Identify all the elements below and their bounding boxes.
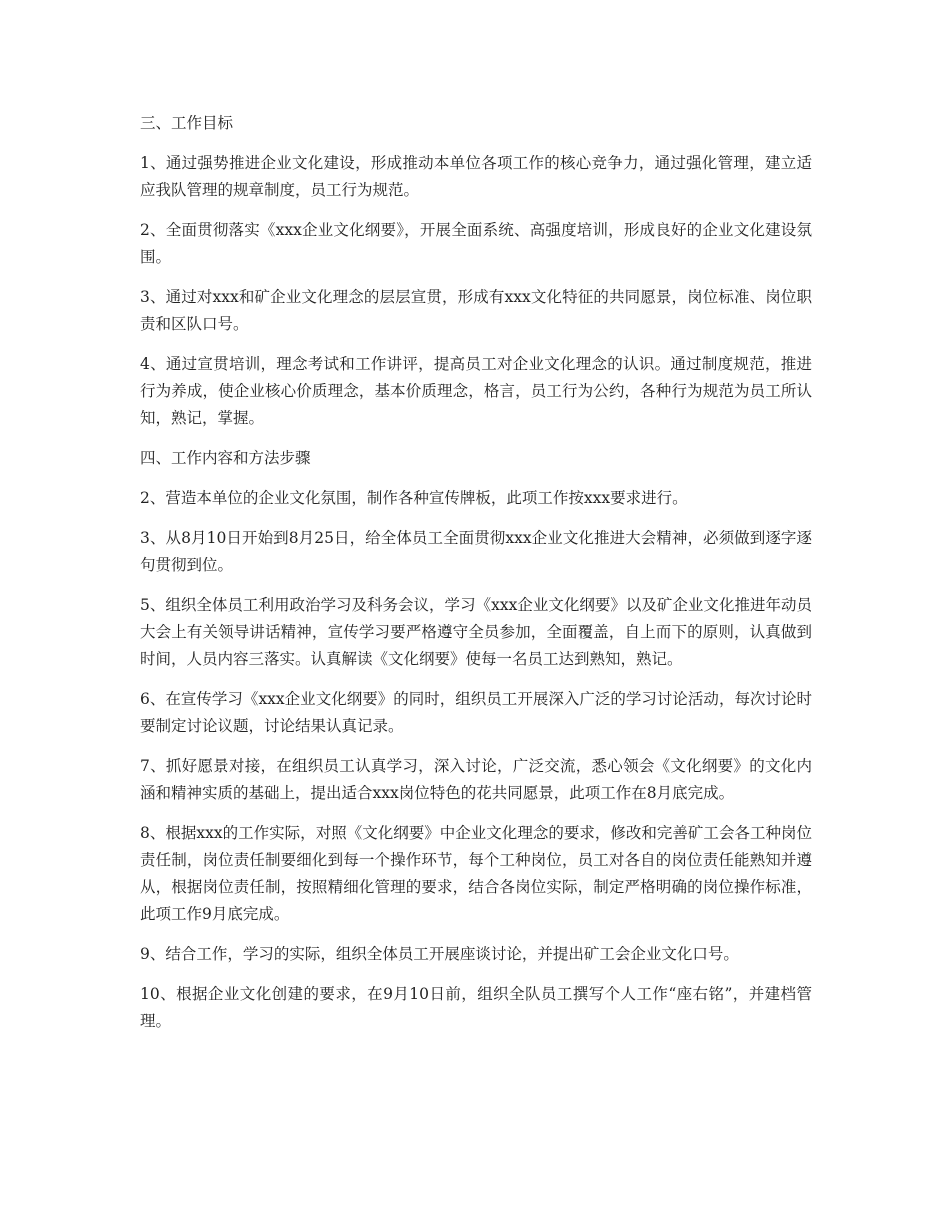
paragraph-step-7: 7、抓好愿景对接，在组织员工认真学习，深入讨论，广泛交流，悉心领会《文化纲要》的文化内涵和精神实质的基础上，提出适合xxx岗位特色的花共同愿景，此项工作在8月底完成。 xyxy=(140,757,812,802)
document-page xyxy=(140,110,812,1048)
paragraph-goal-3: 3、通过对xxx和矿企业文化理念的层层宣贯，形成有xxx文化特征的共同愿景，岗位标准、岗位职责和区队口号。 xyxy=(140,288,812,333)
paragraph-step-5: 5、组织全体员工利用政治学习及科务会议，学习《xxx企业文化纲要》以及矿企业文化推进年动员大会上有关领导讲话精神，宣传学习要严格遵守全员参加，全面覆盖，自上而下的原则，认真做到时间，人员内容三落实。认真解读《文化纲要》使每一名员工达到熟知，熟记。 xyxy=(140,596,812,668)
paragraph-goal-1: 1、通过强势推进企业文化建设，形成推动本单位各项工作的核心竞争力，通过强化管理，建立适应我队管理的规章制度，员工行为规范。 xyxy=(140,154,812,199)
paragraph-step-8: 8、根据xxx的工作实际，对照《文化纲要》中企业文化理念的要求，修改和完善矿工会各工种岗位责任制，岗位责任制要细化到每一个操作环节，每个工种岗位，员工对各自的岗位责任能熟知并遵从，根据岗位责任制，按照精细化管理的要求，结合各岗位实际，制定严格明确的岗位操作标准，此项工作9月底完成。 xyxy=(140,824,812,923)
paragraph-goal-2: 2、全面贯彻落实《xxx企业文化纲要》，开展全面系统、高强度培训，形成良好的企业文化建设氛围。 xyxy=(140,221,812,266)
paragraph-step-2: 2、营造本单位的企业文化氛围，制作各种宣传牌板，此项工作按xxx要求进行。 xyxy=(140,489,688,507)
paragraph-step-9: 9、结合工作，学习的实际，组织全体员工开展座谈讨论，并提出矿工会企业文化口号。 xyxy=(140,945,739,963)
section-heading-goals: 三、工作目标 xyxy=(140,114,234,132)
paragraph-goal-4: 4、通过宣贯培训，理念考试和工作讲评，提高员工对企业文化理念的认识。通过制度规范，推进行为养成，使企业核心价质理念，基本价质理念，格言，员工行为公约，各种行为规范为员工所认知，熟记，掌握。 xyxy=(140,355,812,427)
paragraph-step-6: 6、在宣传学习《xxx企业文化纲要》的同时，组织员工开展深入广泛的学习讨论活动，每次讨论时要制定讨论议题，讨论结果认真记录。 xyxy=(140,690,812,735)
paragraph-step-3: 3、从8月10日开始到8月25日，给全体员工全面贯彻xxx企业文化推进大会精神，必须做到逐字逐句贯彻到位。 xyxy=(140,529,812,574)
section-heading-content-steps: 四、工作内容和方法步骤 xyxy=(140,449,311,467)
paragraph-step-10: 10、根据企业文化创建的要求，在9月10日前，组织全队员工撰写个人工作“座右铭”，并建档管理。 xyxy=(140,985,812,1030)
